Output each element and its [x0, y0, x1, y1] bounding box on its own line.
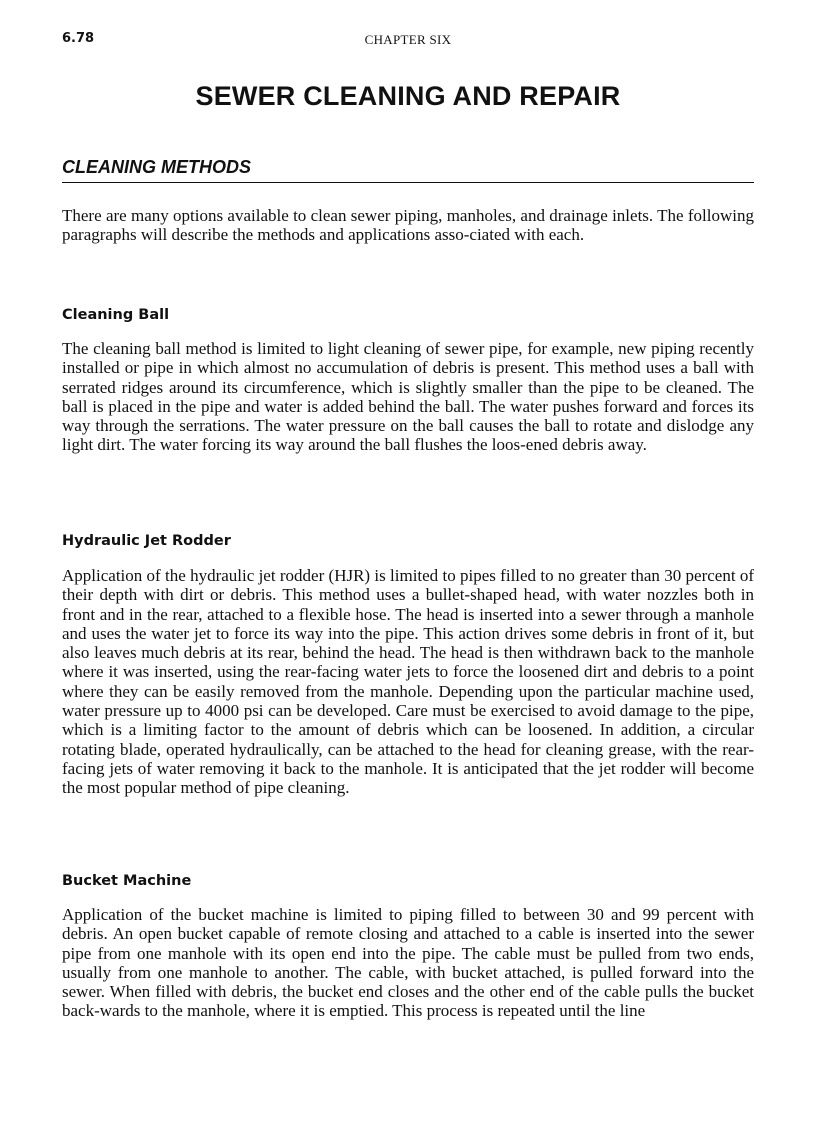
- paragraph-bucket-machine: Application of the bucket machine is limited to piping filled to between 30 and 99 percent with debris. An open bucket capable of remote closing and attached to a cable is inserted into the sewer pipe from one manhole with its open end into the pipe. The cable must be pulled from two ends, usually from one manhole to another. The cable, with bucket attached, is pulled forward into the sewer. When filled with debris, the bucket end closes and the other end of the cable pulls the bucket back-wards to the manhole, where it is emptied. This process is repeated until the line: [62, 905, 754, 1021]
- subsection-heading-cleaning-ball: Cleaning Ball: [62, 307, 170, 323]
- section-heading-text: CLEANING METHODS: [62, 157, 251, 177]
- running-header: [62, 31, 754, 51]
- section-heading: [62, 157, 754, 183]
- subsection-heading-hydraulic-jet-rodder: Hydraulic Jet Rodder: [62, 533, 231, 549]
- intro-paragraph: There are many options available to clean sewer piping, manholes, and drainage inlets. The following paragraphs will describe the methods and applications asso-ciated with each.: [62, 206, 754, 245]
- paragraph-cleaning-ball: The cleaning ball method is limited to light cleaning of sewer pipe, for example, new piping recently installed or pipe in which almost no accumulation of debris is present. This method uses a ball with serrated ridges around its circumference, which is slightly smaller than the pipe to be cleaned. The ball is placed in the pipe and water is added behind the ball. The water pushes forward and forces its way through the serrations. The water pressure on the ball causes the ball to rotate and dislodge any light dirt. The water forcing its way around the ball flushes the loos-ened debris away.: [62, 339, 754, 455]
- chapter-label: CHAPTER SIX: [364, 32, 452, 47]
- subsection-heading-bucket-machine: Bucket Machine: [62, 873, 192, 889]
- page-title: SEWER CLEANING AND REPAIR: [195, 81, 621, 111]
- paragraph-hydraulic-jet-rodder: Application of the hydraulic jet rodder (HJR) is limited to pipes filled to no greater than 30 percent of their depth with dirt or debris. This method uses a bullet-shaped head, with water nozzles both in front and in the rear, attached to a flexible hose. The head is inserted into a sewer through a manhole and uses the water jet to force its way into the pipe. This action drives some debris in front of it, but also leaves much debris at its rear, behind the head. The head is then withdrawn back to the manhole where it was inserted, using the rear-facing water jets to force the loosened dirt and debris to a point where they can be easily removed from the manhole. Depending upon the particular machine used, water pressure up to 4000 psi can be developed. Care must be exercised to avoid damage to the pipe, which is a limiting factor to the amount of debris which can be loosened. In addition, a circular rotating blade, operated hydraulically, can be attached to the head for cleaning grease, with the rear-facing jets of water removing it back to the manhole. It is anticipated that the jet rodder will become the most popular method of pipe cleaning.: [62, 566, 754, 798]
- page-number: 6.78: [62, 31, 95, 46]
